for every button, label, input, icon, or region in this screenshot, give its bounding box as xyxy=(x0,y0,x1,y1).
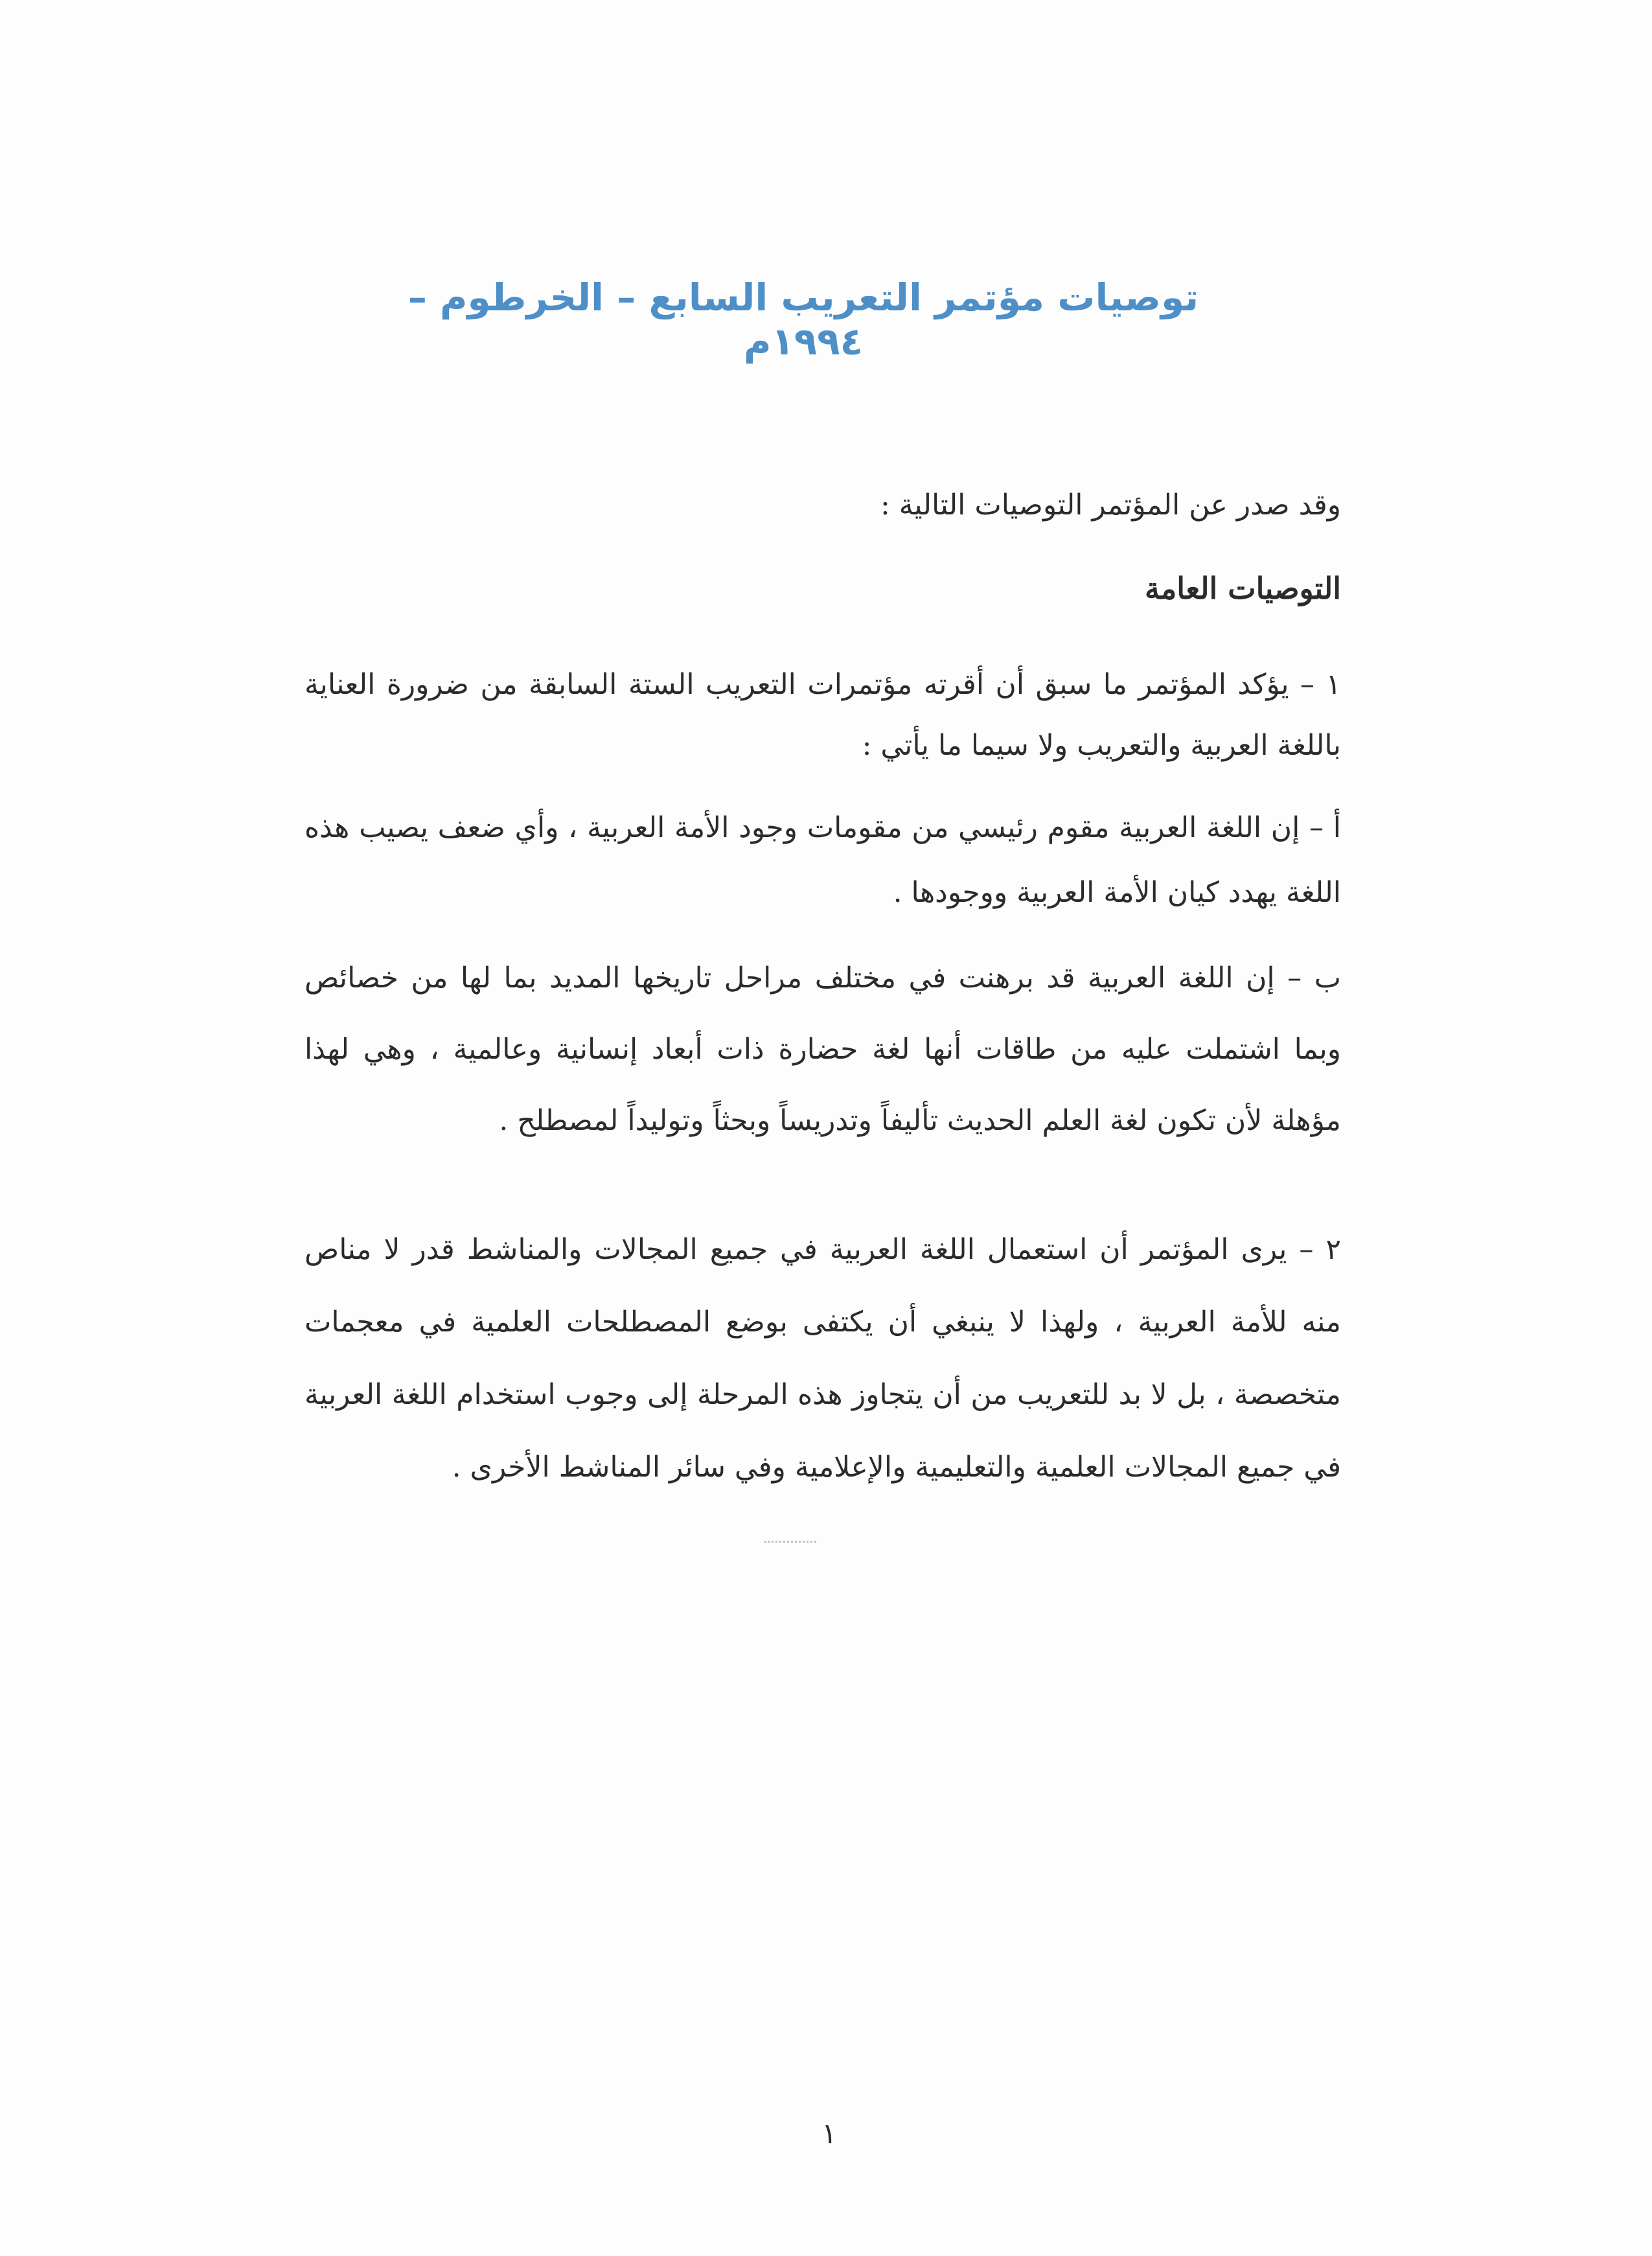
recommendation-1b: ب – إن اللغة العربية قد برهنت في مختلف مراحل تاريخها المديد بما لها من خصائص وبما اشتملت عليه من طاقات أنها لغة حضارة ذات أبعاد إنسانية وعالمية ، وهي لهذا مؤهلة لأن تكون لغة العلم الحديث تأليفاً وتدريساً وبحثاً وتوليداً لمصطلح . xyxy=(304,961,1341,1137)
recommendation-1: ١ – يؤكد المؤتمر ما سبق أن أقرته مؤتمرات التعريب الستة السابقة من ضرورة العناية باللغة العربية والتعريب ولا سيما ما يأتي : xyxy=(304,668,1341,762)
section-heading: التوصيات العامة xyxy=(1144,571,1341,606)
recommendation-2: ٢ – يرى المؤتمر أن استعمال اللغة العربية في جميع المجالات والمناشط قدر لا مناص منه للأمة العربية ، ولهذا لا ينبغي أن يكتفى بوضع المصطلحات العلمية في معجمات متخصصة ، بل لا بد للتعريب من أن يتجاوز هذه المرحلة إلى وجوب استخدام اللغة العربية في جميع المجالات العلمية والتعليمية والإعلامية وفي سائر المناشط الأخرى . xyxy=(304,1233,1341,1484)
intro-text: وقد صدر عن المؤتمر التوصيات التالية : xyxy=(880,489,1341,522)
page-number: ١ xyxy=(821,2117,837,2150)
scan-artifact xyxy=(764,1541,816,1547)
recommendation-1a: أ – إن اللغة العربية مقوم رئيسي من مقومات وجود الأمة العربية ، وأي ضعف يصيب هذه اللغة يهدد كيان الأمة العربية ووجودها . xyxy=(304,811,1341,909)
page-title: توصيات مؤتمر التعريب السابع – الخرطوم – ١٩٩٤م xyxy=(407,275,1199,363)
